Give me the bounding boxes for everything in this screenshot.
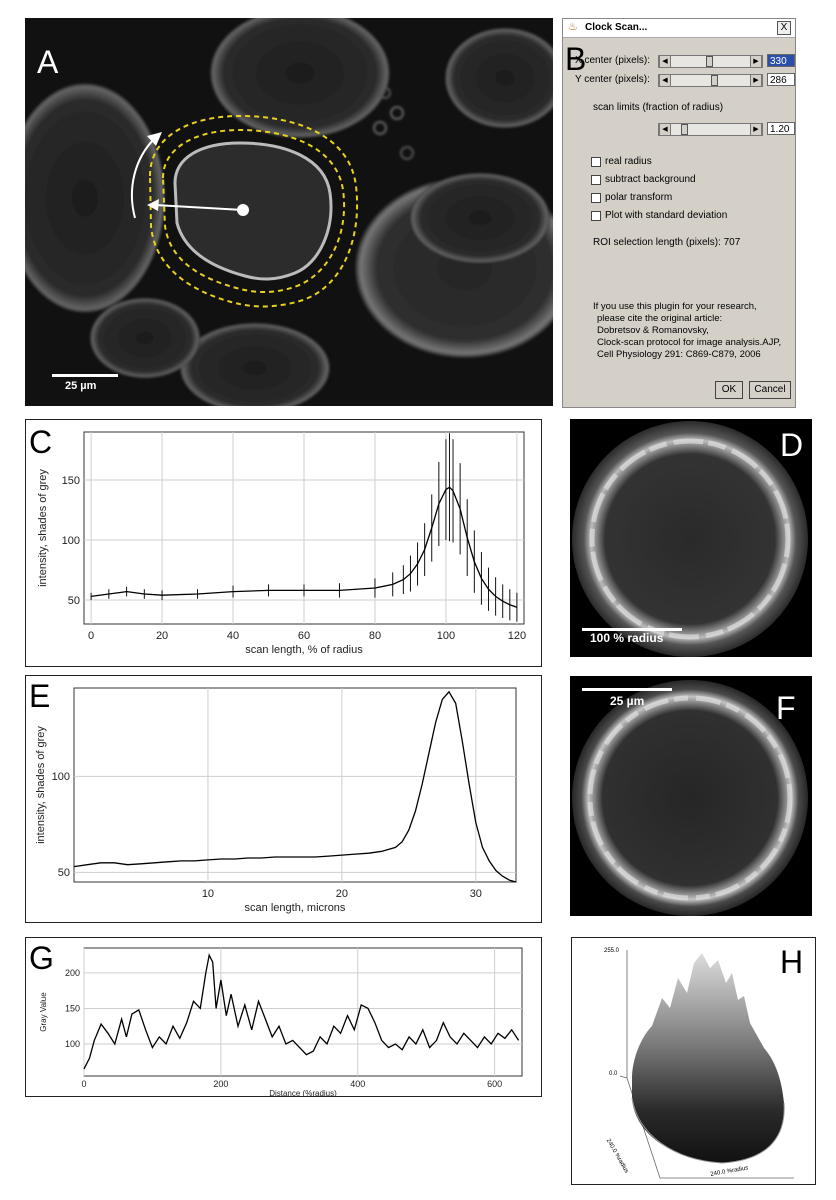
chart-c-svg — [26, 420, 541, 666]
panel-d-image — [570, 419, 812, 657]
clock-scan-dialog — [562, 18, 796, 408]
subtract-background-label: subtract background — [605, 174, 696, 185]
y-tick-label: 200 — [64, 968, 80, 979]
slider-thumb[interactable] — [706, 56, 713, 67]
panel-e — [25, 675, 542, 923]
panel-e-letter: E — [29, 678, 51, 714]
slider-thumb[interactable] — [711, 75, 718, 86]
center-point — [237, 204, 249, 216]
plot-std-label: Plot with standard deviation — [605, 210, 728, 221]
y-tick-label: 150 — [61, 474, 80, 487]
real-radius-label: real radius — [605, 156, 652, 167]
roi-length-text: ROI selection length (pixels): 707 — [593, 237, 741, 248]
y-tick-label: 100 — [64, 1039, 80, 1050]
panel-a-image — [25, 18, 553, 406]
citation-line-5: Cell Physiology 291: C869-C879, 2006 — [597, 349, 761, 360]
x-axis-label: Distance (%radius) — [269, 1089, 337, 1096]
panel-h — [571, 937, 816, 1185]
citation-line-2: please cite the original article: — [597, 313, 723, 324]
plot-frame — [74, 688, 516, 882]
axis1-label: 240.0 %radius — [604, 1138, 630, 1175]
x-tick-label: 100 — [436, 630, 456, 642]
y-axis-label: Gray Value — [39, 992, 48, 1032]
y-axis-label: intensity, shades of grey — [37, 469, 49, 587]
box-frame — [620, 1076, 627, 1078]
y-tick-label: 50 — [57, 867, 70, 880]
scale-bar — [52, 374, 118, 377]
dialog-titlebar[interactable] — [563, 19, 795, 38]
slider-left-arrow-icon[interactable]: ◀ — [659, 75, 671, 86]
plot-std-checkbox[interactable] — [591, 211, 601, 221]
panel-f-polar-image — [570, 676, 812, 916]
data-line — [74, 692, 516, 882]
x-tick-label: 40 — [226, 630, 240, 642]
y-tick-label: 100 — [61, 534, 80, 547]
x-tick-label: 10 — [201, 888, 215, 900]
panel-d-scale-label: 100 % radius — [590, 631, 664, 645]
x-tick-label: 30 — [469, 888, 482, 900]
x-tick-label: 20 — [155, 630, 169, 642]
x-tick-label: 200 — [213, 1079, 229, 1089]
x-tick-label: 60 — [297, 630, 311, 642]
slider-right-arrow-icon[interactable]: ▶ — [750, 124, 762, 135]
polar-transform-label: polar transform — [605, 192, 673, 203]
slider-right-arrow-icon[interactable]: ▶ — [750, 56, 762, 67]
y-tick-label: 100 — [51, 771, 70, 784]
surface-body — [632, 953, 784, 1163]
panel-d-polar-image — [570, 419, 812, 657]
panel-f-letter: F — [776, 690, 796, 726]
slider-left-arrow-icon[interactable]: ◀ — [659, 56, 671, 67]
x-tick-label: 80 — [368, 630, 382, 642]
scan-limits-slider[interactable] — [658, 123, 763, 136]
scan-limits-input[interactable]: 1.20 — [767, 122, 795, 135]
citation-line-3: Dobretsov & Romanovsky, — [597, 325, 709, 336]
y-center-input[interactable]: 286 — [767, 73, 795, 86]
x-tick-label: 120 — [507, 630, 527, 642]
panel-f-scale-label: 25 µm — [610, 694, 645, 708]
y-tick-label: 150 — [64, 1003, 80, 1014]
panel-c-letter: C — [29, 424, 53, 460]
axis2-label: 240.0 %radius — [710, 1165, 749, 1178]
panel-c — [25, 419, 542, 667]
panel-a-micrograph — [25, 18, 553, 406]
scale-bar — [582, 688, 672, 691]
x-tick-label: 600 — [487, 1079, 503, 1089]
x-center-label: X center (pixels): — [575, 55, 651, 66]
x-tick-label: 400 — [350, 1079, 366, 1089]
y-axis-label: intensity, shades of grey — [35, 726, 47, 844]
scan-limits-label: scan limits (fraction of radius) — [593, 102, 724, 113]
cancel-button[interactable]: Cancel — [749, 381, 791, 399]
x-tick-label: 20 — [335, 888, 349, 900]
java-icon: ♨ — [568, 21, 578, 33]
citation-line-4: Clock-scan protocol for image analysis.AJP, — [597, 337, 782, 348]
panel-d-letter: D — [780, 427, 804, 463]
panel-g — [25, 937, 542, 1097]
slider-right-arrow-icon[interactable]: ▶ — [750, 75, 762, 86]
z-top-label: 255.0 — [604, 948, 620, 954]
x-tick-label: 0 — [81, 1079, 87, 1089]
panel-a-letter: A — [37, 44, 59, 80]
real-radius-checkbox[interactable] — [591, 157, 601, 167]
panel-g-letter: G — [29, 940, 54, 976]
polar-transform-checkbox[interactable] — [591, 193, 601, 203]
panel-a-scale-label: 25 µm — [65, 380, 97, 392]
x-axis-label: scan length, microns — [244, 902, 346, 914]
x-center-input[interactable]: 330 — [767, 54, 795, 67]
chart-g-svg — [26, 938, 541, 1096]
data-line — [84, 955, 519, 1069]
subtract-background-checkbox[interactable] — [591, 175, 601, 185]
y-center-label: Y center (pixels): — [575, 74, 650, 85]
ok-button[interactable]: OK — [715, 381, 743, 399]
x-center-slider[interactable] — [658, 55, 763, 68]
close-button[interactable]: X — [777, 21, 791, 35]
plot-frame — [84, 948, 522, 1076]
x-tick-label: 0 — [88, 630, 95, 642]
dialog-title: Clock Scan... — [585, 22, 648, 33]
x-axis-label: scan length, % of radius — [245, 644, 363, 656]
chart-e-svg — [26, 676, 541, 922]
citation-line-1: If you use this plugin for your research, — [593, 301, 757, 312]
slider-thumb[interactable] — [681, 124, 688, 135]
slider-left-arrow-icon[interactable]: ◀ — [659, 124, 671, 135]
y-center-slider[interactable] — [658, 74, 763, 87]
y-tick-label: 50 — [67, 594, 80, 607]
panel-b-letter: B — [565, 41, 587, 77]
z-zero-label: 0.0 — [609, 1071, 618, 1077]
panel-h-letter: H — [780, 944, 804, 980]
